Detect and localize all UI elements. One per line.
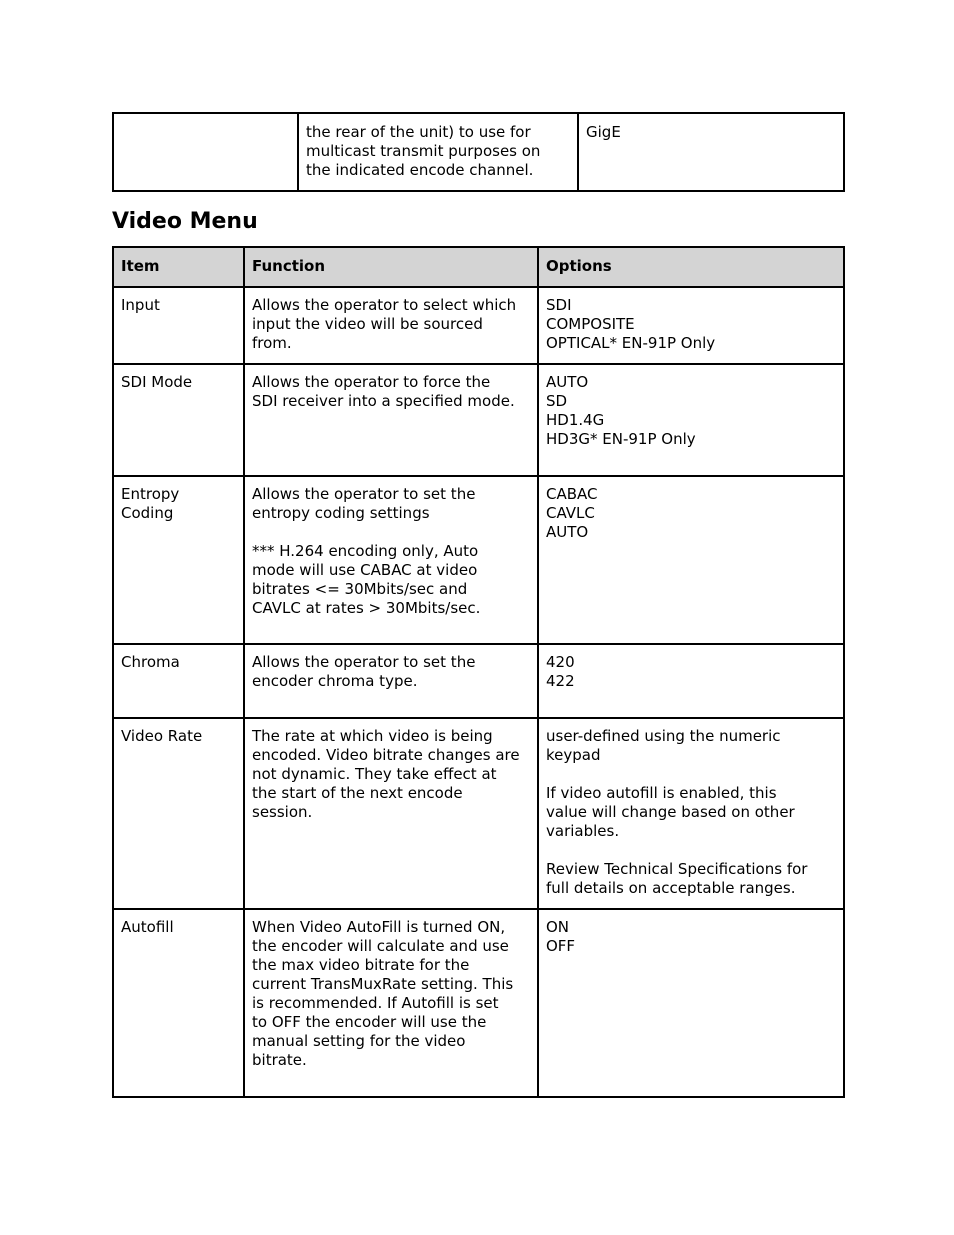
cell-text-line: CABAC [546, 485, 598, 503]
cell-text-line: Input [121, 296, 160, 314]
cell-text-line: the encoder will calculate and use [252, 937, 509, 955]
cell-text-line: AUTO [546, 373, 589, 391]
blank-line [546, 765, 837, 784]
continuation-table [112, 112, 845, 192]
cell-text-line: multicast transmit purposes on [306, 142, 541, 160]
cont-cell-options [578, 113, 844, 191]
cell-text-line: 420 [546, 653, 575, 671]
cell-text-line: 422 [546, 672, 575, 690]
cell-text-line: COMPOSITE [546, 315, 635, 333]
cell-options [538, 364, 844, 476]
cell-text-line: SDI Mode [121, 373, 193, 391]
cell-options [538, 909, 844, 1097]
cell-function [244, 364, 538, 476]
cell-text-line: value will change based on other [546, 803, 795, 821]
blank-line [546, 841, 837, 860]
cont-cell-item [113, 113, 298, 191]
table-row-autofill [113, 909, 844, 1097]
cell-text-line: ON [546, 918, 570, 936]
cell-item [113, 909, 244, 1097]
header-options: Options [538, 247, 844, 287]
cell-text-line: from. [252, 334, 292, 352]
cell-text-line: the start of the next encode [252, 784, 463, 802]
table-header-row [113, 247, 844, 287]
cell-text-line: the rear of the unit) to use for [306, 123, 531, 141]
cell-text-line: Allows the operator to select which [252, 296, 517, 314]
header-item: Item [113, 247, 244, 287]
cell-text-line: CAVLC at rates > 30Mbits/sec. [252, 599, 481, 617]
header-function: Function [244, 247, 538, 287]
cell-item [113, 364, 244, 476]
cell-text-line: Allows the operator to force the [252, 373, 491, 391]
cell-text-line: keypad [546, 746, 601, 764]
cell-text-line: to OFF the encoder will use the [252, 1013, 487, 1031]
cell-text-line: current TransMuxRate setting. This [252, 975, 514, 993]
cell-item [113, 718, 244, 909]
cell-text-line: manual setting for the video [252, 1032, 466, 1050]
cell-text-line: Entropy [121, 485, 180, 503]
cell-text-line: GigE [586, 123, 621, 141]
cell-function [244, 718, 538, 909]
cell-text-line: OPTICAL* EN-91P Only [546, 334, 716, 352]
cell-text-line: CAVLC [546, 504, 595, 522]
cell-text-line: Allows the operator to set the [252, 485, 476, 503]
cell-text-line: Autofill [121, 918, 174, 936]
cell-text-line: the max video bitrate for the [252, 956, 470, 974]
cell-text-line: OFF [546, 937, 576, 955]
cell-text-line: Review Technical Specifications for [546, 860, 808, 878]
cell-text-line: HD3G* EN-91P Only [546, 430, 696, 448]
table-row-chroma [113, 644, 844, 718]
cell-options [538, 644, 844, 718]
cell-text-line: When Video AutoFill is turned ON, [252, 918, 506, 936]
table-row-input [113, 287, 844, 364]
cell-options [538, 718, 844, 909]
cell-text-line: bitrate. [252, 1051, 307, 1069]
cell-item [113, 644, 244, 718]
cell-text-line: Coding [121, 504, 174, 522]
cell-text-line: *** H.264 encoding only, Auto [252, 542, 479, 560]
cell-text-line: encoded. Video bitrate changes are [252, 746, 520, 764]
blank-line [252, 523, 531, 542]
cell-function [244, 644, 538, 718]
cell-text-line: encoder chroma type. [252, 672, 418, 690]
section-title: Video Menu [112, 209, 258, 234]
cell-text-line: mode will use CABAC at video [252, 561, 478, 579]
cell-options [538, 287, 844, 364]
cell-text-line: Video Rate [121, 727, 203, 745]
video-menu-table [112, 246, 845, 1098]
cell-text-line: bitrates <= 30Mbits/sec and [252, 580, 468, 598]
cell-text-line: If video autofill is enabled, this [546, 784, 777, 802]
table-row-sdi-mode [113, 364, 844, 476]
cell-text-line: input the video will be sourced [252, 315, 483, 333]
cell-text-line: Allows the operator to set the [252, 653, 476, 671]
cell-function [244, 909, 538, 1097]
table-row-video-rate [113, 718, 844, 909]
table-row [113, 113, 844, 191]
cell-text-line: AUTO [546, 523, 589, 541]
cell-function [244, 287, 538, 364]
cell-item [113, 287, 244, 364]
cell-text-line: SDI receiver into a specified mode. [252, 392, 515, 410]
cell-options [538, 476, 844, 644]
cell-text-line: the indicated encode channel. [306, 161, 534, 179]
table-row-entropy-coding [113, 476, 844, 644]
cell-text-line: user-defined using the numeric [546, 727, 781, 745]
cell-text-line: full details on acceptable ranges. [546, 879, 796, 897]
cell-text-line: The rate at which video is being [252, 727, 493, 745]
cell-text-line: SD [546, 392, 568, 410]
cell-item [113, 476, 244, 644]
cell-text-line: Chroma [121, 653, 180, 671]
cell-text-line: entropy coding settings [252, 504, 430, 522]
cell-text-line: variables. [546, 822, 620, 840]
cell-text-line: HD1.4G [546, 411, 605, 429]
cell-function [244, 476, 538, 644]
cell-text-line: is recommended. If Autofill is set [252, 994, 499, 1012]
cell-text-line: session. [252, 803, 313, 821]
cell-text-line: SDI [546, 296, 572, 314]
cont-cell-function [298, 113, 578, 191]
cell-text-line: not dynamic. They take effect at [252, 765, 497, 783]
